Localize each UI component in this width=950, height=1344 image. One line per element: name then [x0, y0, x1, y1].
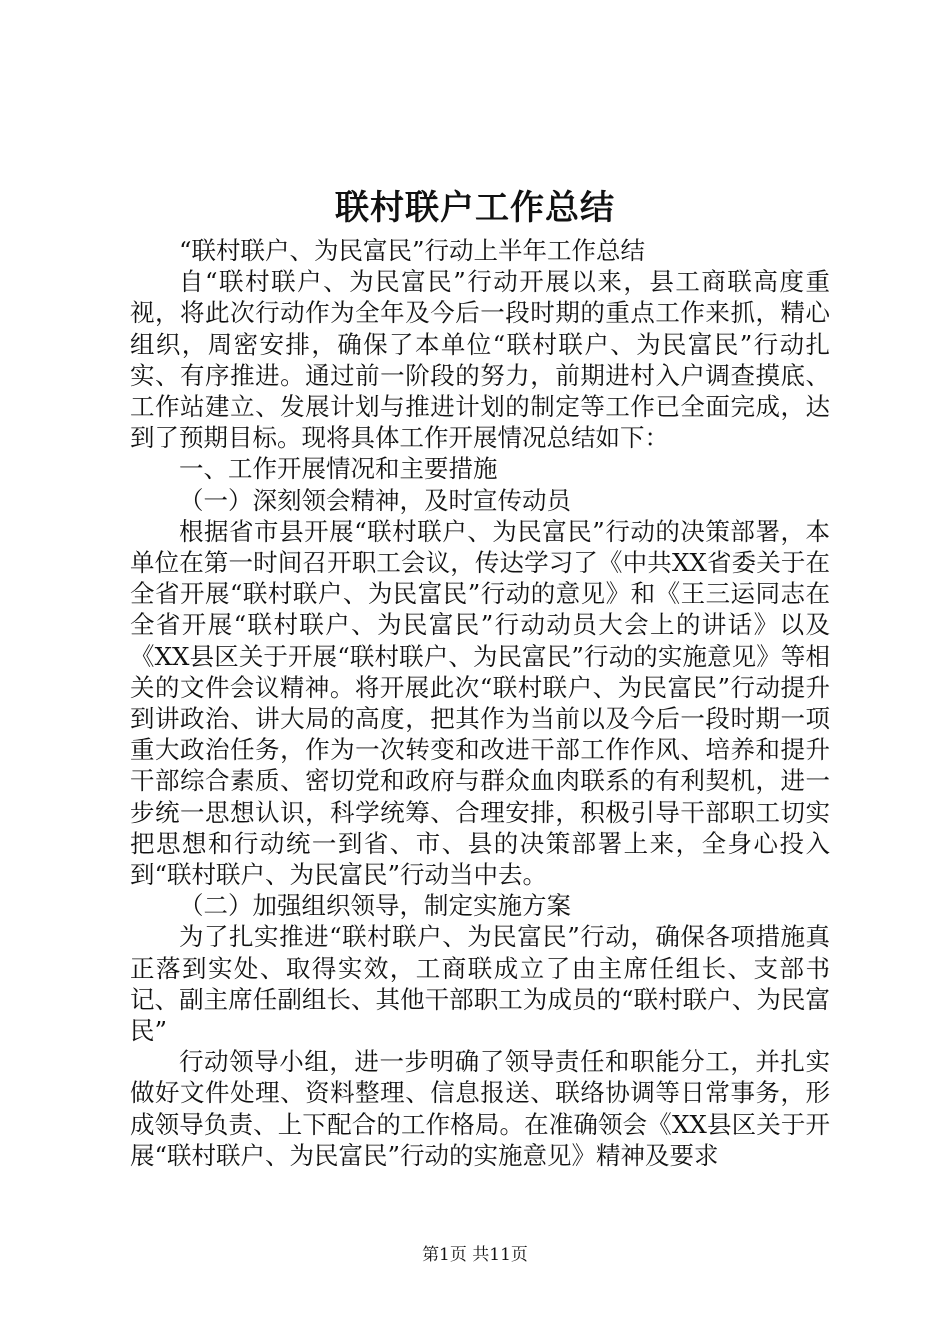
subtitle-paragraph: “联村联户、为民富民”行动上半年工作总结 — [179, 236, 646, 265]
body-paragraph-3: 行动领导小组，进一步明确了领导责任和职能分工，并扎实做好文件处理、资料整理、信息报送、联络协调等日常事务，形成领导负责、上下配合的工作格局。在准确领会《XX县区关于开展“联村联户、为民富民”行动的实施意见》精神及要求 — [130, 1047, 830, 1170]
body-paragraph-1: 根据省市县开展“联村联户、为民富民”行动的决策部署，本单位在第一时间召开职工会议，传达学习了《中共XX省委关于在全省开展“联村联户、为民富民”行动的意见》和《王三运同志在全省开展“联村联户、为民富民”行动动员大会上的讲话》以及《XX县区关于开展“联村联户、为民富民”行动的实施意见》等相关的文件会议精神。将开展此次“联村联户、为民富民”行动提升到讲政治、讲大局的高度，把其作为当前以及今后一段时期一项重大政治任务，作为一次转变和改进干部工作作风、培养和提升干部综合素质、密切党和政府与群众血肉联系的有利契机，进一步统一思想认识，科学统筹、合理安排，积极引导干部职工切实把思想和行动统一到省、市、县的决策部署上来，全身心投入到“联村联户、为民富民”行动当中去。 — [130, 516, 830, 890]
intro-paragraph: 自“联村联户、为民富民”行动开展以来，县工商联高度重视，将此次行动作为全年及今后一段时期的重点工作来抓，精心组织，周密安排，确保了本单位“联村联户、为民富民”行动扎实、有序推进。通过前一阶段的努力，前期进村入户调查摸底、工作站建立、发展计划与推进计划的制定等工作已全面完成，达到了预期目标。现将具体工作开展情况总结如下： — [130, 267, 830, 453]
subsection-heading-2: （二）加强组织领导，制定实施方案 — [179, 891, 571, 921]
document-body — [130, 235, 830, 1171]
body-paragraph-2: 为了扎实推进“联村联户、为民富民”行动，确保各项措施真正落到实处、取得实效，工商联成立了由主席任组长、支部书记、副主席任副组长、其他干部职工为成员的“联村联户、为民富民” — [130, 922, 830, 1046]
subsection-heading-1: （一）深刻领会精神，及时宣传动员 — [179, 485, 571, 515]
section-heading: 一、工作开展情况和主要措施 — [179, 454, 498, 484]
page-footer: 第1页 共11页 — [422, 1245, 528, 1265]
document-title: 联村联户工作总结 — [335, 188, 615, 228]
